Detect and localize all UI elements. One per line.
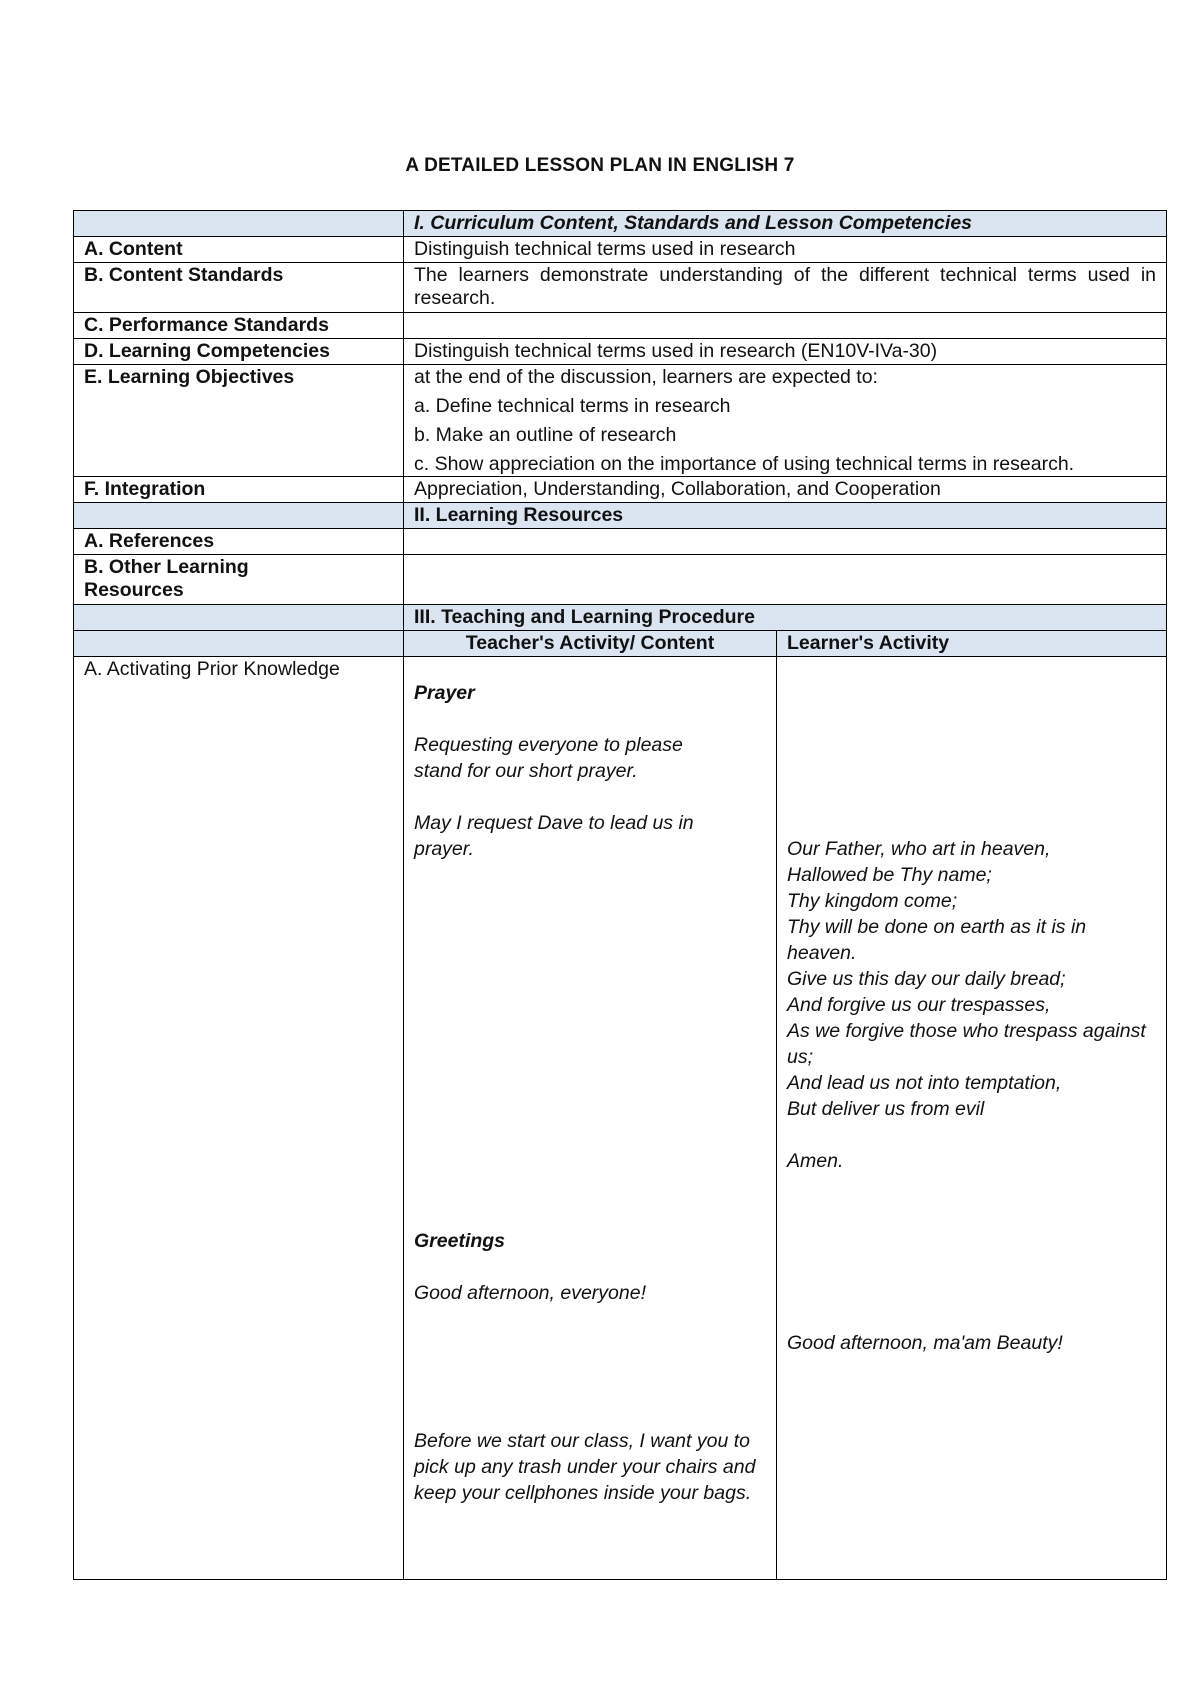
row-value-empty: [404, 555, 1167, 605]
objective-item: c. Show appreciation on the importance of using technical terms in research.: [414, 453, 1075, 475]
objectives-list: [404, 365, 1167, 477]
greeting-text: Good afternoon, everyone!: [414, 1282, 646, 1304]
prayer-line: Give us this day our daily bread;: [787, 968, 1066, 990]
page-title: A DETAILED LESSON PLAN IN ENGLISH 7: [405, 155, 795, 176]
prayer-line: And forgive us our trespasses,: [787, 994, 1051, 1016]
prayer-line: Thy will be done on earth as it is in heaven.: [787, 916, 1087, 964]
teacher-activity-cell: [404, 657, 777, 1580]
prayer-line: Thy kingdom come;: [787, 890, 958, 912]
row-value: Appreciation, Understanding, Collaboration, and Cooperation: [404, 477, 1167, 503]
row-label: F. Integration: [74, 477, 404, 503]
prayer-line: Hallowed be Thy name;: [787, 864, 992, 886]
prayer-line: But deliver us from evil: [787, 1098, 985, 1120]
row-label: E. Learning Objectives: [74, 365, 404, 477]
greetings-heading: Greetings: [414, 1230, 506, 1252]
lesson-plan-table: [73, 210, 1167, 1580]
row-label: C. Performance Standards: [74, 313, 404, 339]
prayer-line: And lead us not into temptation,: [787, 1072, 1062, 1094]
prayer-line: As we forgive those who trespass against us;: [787, 1020, 1146, 1068]
section-heading: I. Curriculum Content, Standards and Lesson Competencies: [404, 211, 1167, 237]
objective-item: a. Define technical terms in research: [414, 395, 731, 417]
row-label: D. Learning Competencies: [74, 339, 404, 365]
class-instruction: Before we start our class, I want you to pick up any trash under your chairs and keep your cellphones inside your bags.: [414, 1430, 756, 1504]
prayer-request: Requesting everyone to please stand for our short prayer.: [414, 734, 683, 782]
table-row: [74, 263, 1167, 313]
prayer-heading: Prayer: [414, 682, 475, 704]
row-value-empty: [404, 529, 1167, 555]
row-value: Distinguish technical terms used in research (EN10V-IVa-30): [404, 339, 1167, 365]
row-value: Distinguish technical terms used in research: [404, 237, 1167, 263]
objective-item: b. Make an outline of research: [414, 424, 677, 446]
row-label: B. Other Learning Resources: [74, 555, 404, 605]
table-row: [74, 365, 1167, 477]
row-label: A. Content: [74, 237, 404, 263]
row-value-empty: [404, 313, 1167, 339]
table-row: [74, 477, 1167, 503]
activity-row: [74, 657, 1167, 1580]
table-row: [74, 339, 1167, 365]
amen-text: Amen.: [787, 1150, 844, 1172]
section-band: [74, 503, 1167, 529]
table-row: [74, 555, 1167, 605]
prayer-line: Our Father, who art in heaven,: [787, 838, 1051, 860]
row-value: The learners demonstrate understanding of the different technical terms used in research.: [404, 263, 1167, 313]
section-band: [74, 605, 1167, 631]
table-row: [74, 237, 1167, 263]
section-band: [74, 211, 1167, 237]
table-row: [74, 529, 1167, 555]
objectives-intro: at the end of the discussion, learners are expected to:: [414, 366, 878, 388]
section-heading: III. Teaching and Learning Procedure: [404, 605, 1167, 631]
learner-column-header: Learner's Activity: [777, 631, 1167, 657]
prayer-lead: May I request Dave to lead us in prayer.: [414, 812, 694, 860]
row-label: A. References: [74, 529, 404, 555]
learner-activity-cell: [777, 657, 1167, 1580]
activity-label: A. Activating Prior Knowledge: [74, 657, 404, 1580]
row-label: B. Content Standards: [74, 263, 404, 313]
section-heading: II. Learning Resources: [404, 503, 1167, 529]
table-row: [74, 313, 1167, 339]
column-header-row: [74, 631, 1167, 657]
teacher-column-header: Teacher's Activity/ Content: [404, 631, 777, 657]
greeting-reply: Good afternoon, ma'am Beauty!: [787, 1332, 1063, 1354]
